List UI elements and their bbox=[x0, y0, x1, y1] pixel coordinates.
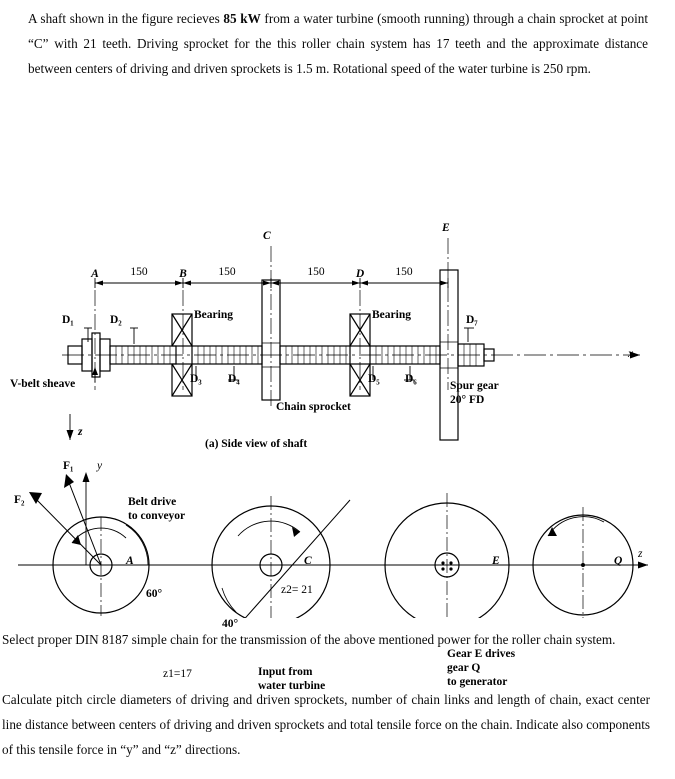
dimension-1: 150 bbox=[130, 266, 148, 278]
figure-svg bbox=[0, 118, 675, 618]
question-1-paragraph: Select proper DIN 8187 simple chain for the transmission of the above mentioned power for the roller chain system. bbox=[2, 632, 616, 647]
power-value: 85 kW bbox=[223, 11, 261, 26]
station-label-A: A bbox=[91, 268, 99, 280]
gear-e-label-line1: Gear E drives bbox=[447, 648, 516, 660]
question-2-paragraph: Calculate pitch circle diameters of driving and driven sprockets, number of chain links and length of chain, exact center line distance between centers of driving and driven sprockets and total tensile force on the chain. Indicate also components of this tensile force in “y” and “z” directions. bbox=[2, 692, 650, 757]
dimension-3: 150 bbox=[307, 266, 325, 278]
chain-sprocket-label: Chain sprocket bbox=[276, 401, 351, 413]
intro-line-1b: from a water turbine (smooth running) bbox=[260, 11, 470, 26]
axis-label-y: y bbox=[97, 460, 103, 472]
spur-gear-label-line2: 20° FD bbox=[450, 394, 485, 406]
station-label-D: D bbox=[355, 268, 365, 280]
z2-label: z2= 21 bbox=[281, 584, 313, 596]
diameter-label-d3: D₃ bbox=[190, 373, 202, 385]
diameter-label-d1: D₁ bbox=[62, 314, 74, 326]
axis-label-x: x bbox=[628, 348, 634, 360]
diameter-label-d2: D₂ bbox=[110, 314, 122, 326]
input-label-line1: Input from bbox=[258, 666, 313, 678]
input-label-line2: water turbine bbox=[258, 680, 326, 692]
figure-caption-a: (a) Side view of shaft bbox=[205, 438, 308, 450]
bearing-label-right: Bearing bbox=[372, 309, 411, 321]
endview-label-A: A bbox=[126, 555, 134, 567]
force-label-f2: F₂ bbox=[14, 494, 25, 506]
belt-drive-label-line2: to conveyor bbox=[128, 510, 186, 522]
z1-label: z1=17 bbox=[163, 668, 192, 680]
dimension-4: 150 bbox=[395, 266, 413, 278]
diameter-label-d4: D₄ bbox=[228, 373, 240, 385]
endview-label-Q: Q bbox=[614, 555, 623, 567]
gear-e-label-line2: gear Q bbox=[447, 662, 481, 674]
diameter-label-d7: D₇ bbox=[466, 314, 478, 326]
intro-line-1a: A shaft shown in the figure recieves bbox=[28, 11, 224, 26]
station-label-B: B bbox=[179, 268, 187, 280]
belt-drive-label-line1: Belt drive bbox=[128, 496, 177, 508]
diameter-label-d5: D₅ bbox=[368, 373, 380, 385]
endview-label-C: C bbox=[304, 555, 312, 567]
gear-e-label-line3: to generator bbox=[447, 676, 508, 688]
angle-60-label: 60° bbox=[146, 588, 163, 600]
angle-40-label: 40° bbox=[222, 618, 239, 630]
spur-gear-label-line1: Spur gear bbox=[450, 380, 499, 392]
station-label-E: E bbox=[442, 222, 450, 234]
axis-label-z-top: z bbox=[78, 426, 83, 438]
endview-label-E: E bbox=[492, 555, 500, 567]
intro-line-2: through a chain sprocket at point “C” with 21 teeth. Driving sprocket for the this roller chain bbox=[28, 11, 649, 51]
intro-line-3: system has 17 teeth and the approximate distance between centers of driving and driven bbox=[28, 36, 649, 76]
vbelt-sheave-label: V-belt sheave bbox=[10, 378, 76, 390]
dimension-2: 150 bbox=[218, 266, 236, 278]
force-label-f1: F₁ bbox=[63, 460, 74, 472]
intro-line-4: sprockets is 1.5 m. Rotational speed of the water turbine is 250 rpm. bbox=[230, 61, 591, 76]
diameter-label-d6: D₆ bbox=[405, 373, 417, 385]
station-label-C: C bbox=[263, 230, 271, 242]
bearing-label-left: Bearing bbox=[194, 309, 233, 321]
axis-label-z-bottom: z bbox=[638, 548, 643, 560]
intro-paragraph bbox=[28, 6, 648, 81]
